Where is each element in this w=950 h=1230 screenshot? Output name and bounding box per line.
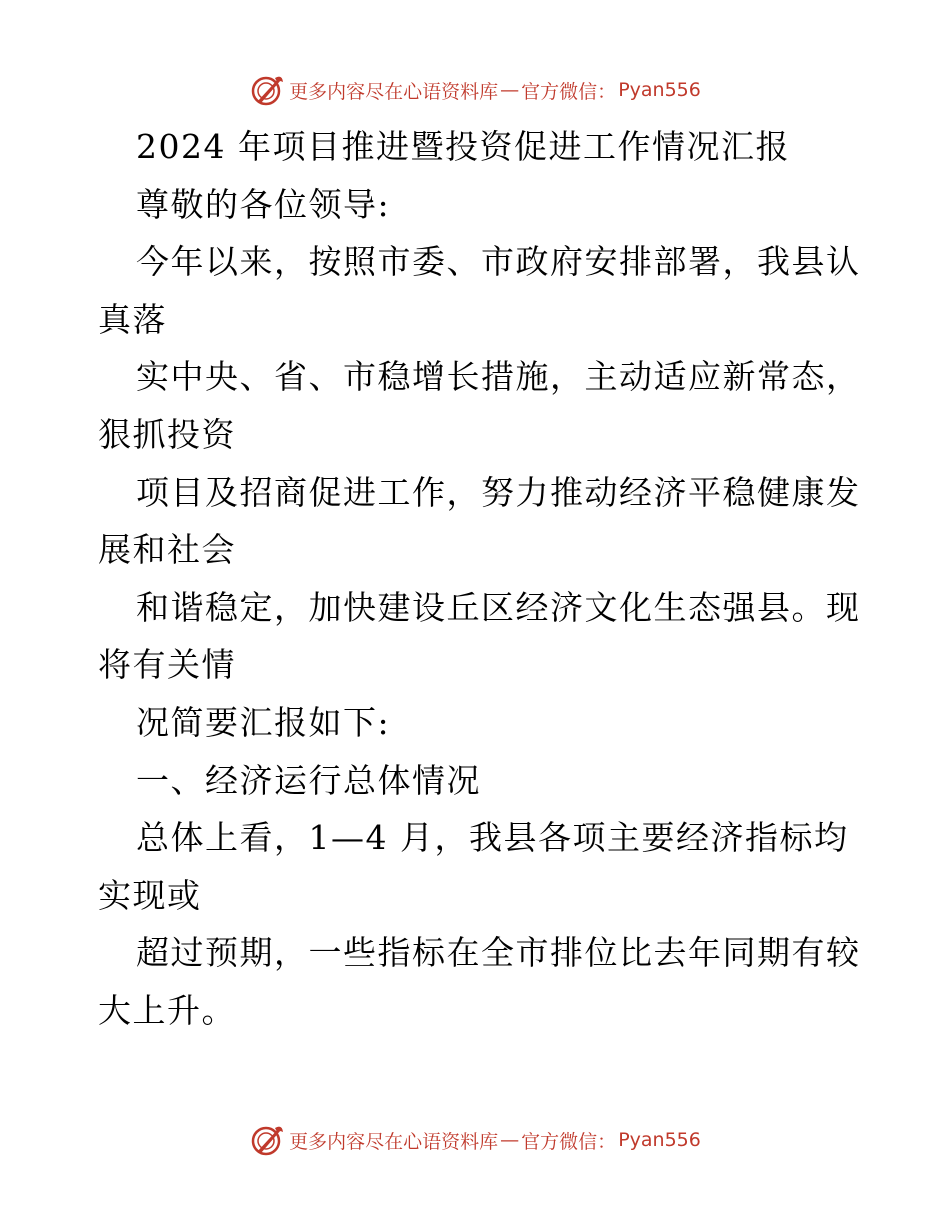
section-heading: 一、经济运行总体情况 [136,760,481,800]
quill-pen-logo-icon [249,72,285,108]
paragraph-line: 实现或 [98,875,202,915]
document-title: 2024 年项目推进暨投资促进工作情况汇报 [136,127,790,166]
paragraph-line: 展和社会 [98,530,236,570]
watermark-separator: — [500,79,520,101]
watermark-site-name: 更多内容尽在心语资料库 [289,1130,499,1153]
salutation: 尊敬的各位领导: [136,184,391,224]
document-body [98,118,861,1040]
paragraph-line: 和谐稳定，加快建设丘区经济文化生态强县。现 [136,587,861,627]
header-watermark [0,70,950,110]
watermark-wechat-id: Pyan556 [618,79,701,101]
watermark-site-name: 更多内容尽在心语资料库 [289,80,499,103]
paragraph-line: 将有关情 [98,645,236,685]
watermark-wechat-label: 官方微信： [521,80,617,103]
watermark-wechat-id: Pyan556 [618,1129,701,1151]
paragraph-line: 况简要汇报如下: [136,702,391,742]
paragraph-line: 狠抓投资 [98,414,236,454]
paragraph-line: 大上升。 [98,990,236,1030]
watermark-wechat-label: 官方微信： [521,1130,617,1153]
paragraph-line: 真落 [98,299,167,339]
paragraph-line: 项目及招商促进工作，努力推动经济平稳健康发 [136,472,861,512]
footer-watermark [0,1120,950,1160]
paragraph-line: 总体上看，1—4 月，我县各项主要经济指标均 [136,818,849,858]
paragraph-line: 今年以来，按照市委、市政府安排部署，我县认 [136,242,861,282]
paragraph-line: 超过预期，一些指标在全市排位比去年同期有较 [136,933,861,973]
watermark-separator: — [500,1129,520,1151]
paragraph-line: 实中央、省、市稳增长措施，主动适应新常态， [136,357,861,397]
quill-pen-logo-icon [249,1122,285,1158]
